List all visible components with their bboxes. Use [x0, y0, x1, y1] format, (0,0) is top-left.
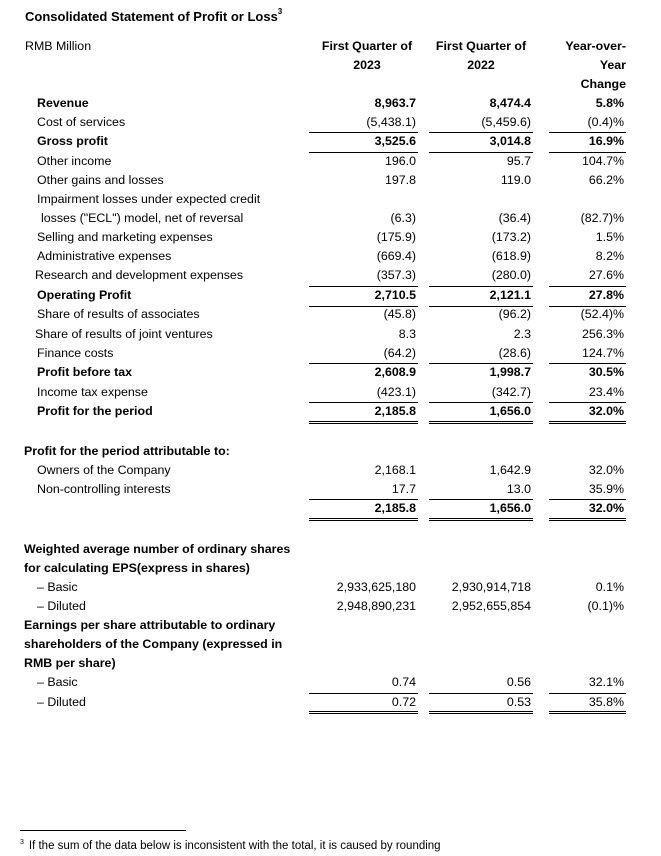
unit-label: RMB Million [25, 39, 92, 53]
row-label: Finance costs [37, 346, 114, 360]
value-2022: 2,952,655,854 [451, 599, 531, 613]
value-2023: 8.3 [398, 327, 416, 341]
col-header-yoy [552, 37, 626, 94]
value-2022: 2,930,914,718 [451, 580, 531, 594]
shares-heading-line1: Weighted average number of ordinary shares [24, 542, 291, 556]
value-yoy: (52.4)% [580, 307, 624, 321]
row-label: Gross profit [37, 134, 108, 148]
footnote-number: 3 [20, 839, 24, 846]
rule-top [309, 286, 418, 287]
value-2022: (28.6) [498, 346, 531, 360]
row-label: Impairment losses under expected credit [37, 192, 261, 206]
col-header-2023-line2: 2023 [353, 58, 381, 72]
value-yoy: 16.9% [588, 134, 624, 148]
value-2023: (6.3) [390, 211, 416, 225]
row-label: Administrative expenses [37, 249, 172, 263]
col-header-2022-line2: 2022 [467, 58, 495, 72]
attrib-row-label: Non-controlling interests [37, 482, 171, 496]
rule-bottom [429, 421, 533, 422]
rule-bottom [549, 518, 626, 519]
eps-row-label: – Diluted [37, 695, 86, 709]
value-2022: (280.0) [491, 268, 531, 282]
row-label: Other gains and losses [37, 173, 164, 187]
value-2022: 13.0 [506, 482, 531, 496]
row-label: Revenue [37, 96, 89, 110]
value-2023: 2,948,890,231 [336, 599, 416, 613]
rule-bottom-double [309, 520, 418, 521]
footnote-text: If the sum of the data below is inconsistent with the total, it is caused by rounding [28, 840, 441, 852]
col-header-yoy-line3: Change [580, 77, 626, 91]
row-label: Research and development expenses [35, 268, 244, 282]
value-yoy: (82.7)% [580, 211, 624, 225]
value-yoy: 8.2% [595, 249, 624, 263]
rule-top [429, 132, 533, 133]
value-2023: 8,963.7 [374, 96, 416, 110]
value-yoy: 23.4% [588, 385, 624, 399]
value-2022: 1,998.7 [489, 365, 531, 379]
value-2023: 196.0 [384, 154, 416, 168]
value-2022: 119.0 [500, 173, 531, 187]
value-2022: 1,656.0 [489, 501, 531, 515]
page-title [25, 9, 282, 24]
value-yoy: 32.1% [588, 675, 624, 689]
value-2023: 0.74 [391, 675, 416, 689]
value-2022: (96.2) [498, 307, 531, 321]
value-2023: 0.72 [391, 695, 416, 709]
rule-top [309, 363, 418, 364]
shares-row-label: – Basic [37, 580, 78, 594]
value-2022: (342.7) [491, 385, 531, 399]
value-2023: 2,168.1 [374, 463, 416, 477]
shares-row-label: – Diluted [37, 599, 86, 613]
rule-top [549, 402, 626, 403]
value-2023: 2,185.8 [374, 501, 416, 515]
value-yoy: (0.4)% [587, 115, 624, 129]
row-label: Operating Profit [37, 288, 132, 302]
rule-bottom [549, 152, 626, 153]
value-2022: 0.56 [506, 675, 531, 689]
rule-bottom [429, 711, 533, 712]
col-header-yoy-line1: Year-over- [565, 39, 626, 53]
row-label: Selling and marketing expenses [37, 230, 213, 244]
eps-heading-line1: Earnings per share attributable to ordinary [24, 618, 276, 632]
value-2022: 8,474.4 [489, 96, 531, 110]
shares-heading-line2: for calculating EPS(express in shares) [24, 561, 250, 575]
row-label: Profit for the period [37, 404, 153, 418]
rule-bottom-double [549, 423, 626, 424]
value-2022: (5,459.6) [481, 115, 531, 129]
value-2022: 2,121.1 [489, 288, 531, 302]
rule-top [429, 693, 533, 694]
value-yoy: 35.9% [588, 482, 624, 496]
value-2022: 2.3 [513, 327, 531, 341]
value-2023: (64.2) [383, 346, 416, 360]
value-2023: (5,438.1) [366, 115, 416, 129]
eps-heading-line2: shareholders of the Company (expressed in [24, 637, 283, 651]
rule-top [549, 132, 626, 133]
rule-bottom-double [309, 423, 418, 424]
value-2023: 197.8 [384, 173, 416, 187]
value-2022: 1,656.0 [489, 404, 531, 418]
rule-top [549, 286, 626, 287]
value-2023: 3,525.6 [374, 134, 416, 148]
value-2023: 17.7 [391, 482, 416, 496]
value-yoy: 256.3% [581, 327, 624, 341]
rule-bottom [549, 306, 626, 307]
value-yoy: 104.7% [581, 154, 624, 168]
rule-bottom [549, 421, 626, 422]
value-yoy: 124.7% [581, 346, 624, 360]
rule-top [549, 363, 626, 364]
value-2023: (45.8) [383, 307, 416, 321]
value-yoy: 30.5% [588, 365, 624, 379]
rule-top [429, 402, 533, 403]
eps-heading-line3: RMB per share) [24, 656, 116, 670]
rule-bottom-double [549, 713, 626, 714]
attrib-row-label: Owners of the Company [37, 463, 171, 477]
footnote-ref: 3 [277, 7, 283, 16]
rule-bottom [309, 152, 418, 153]
value-2023: 2,710.5 [374, 288, 416, 302]
rule-top [549, 693, 626, 694]
value-2022: (173.2) [491, 230, 531, 244]
value-yoy: 27.6% [588, 268, 624, 282]
value-2023: 2,608.9 [374, 365, 416, 379]
rule-bottom [309, 306, 418, 307]
rule-bottom-double [429, 423, 533, 424]
value-yoy: 35.8% [588, 695, 624, 709]
rule-top [429, 363, 533, 364]
value-yoy: 1.5% [595, 230, 624, 244]
value-yoy: 32.0% [588, 404, 624, 418]
value-2022: 0.53 [506, 695, 531, 709]
rule-bottom-double [549, 520, 626, 521]
value-yoy: 0.1% [595, 580, 624, 594]
rule-bottom [429, 152, 533, 153]
value-2023: (669.4) [376, 249, 416, 263]
rule-bottom [309, 518, 418, 519]
value-yoy: 66.2% [588, 173, 624, 187]
col-header-yoy-line2: Year [599, 58, 626, 72]
rule-top [549, 499, 626, 500]
value-2022: 3,014.8 [489, 134, 531, 148]
eps-row-label: – Basic [37, 675, 78, 689]
row-label: Profit before tax [37, 365, 133, 379]
rule-bottom [309, 711, 418, 712]
rule-bottom [429, 518, 533, 519]
value-2022: (618.9) [491, 249, 531, 263]
value-yoy: (0.1)% [587, 599, 624, 613]
col-header-2023 [315, 37, 419, 75]
rule-top [429, 499, 533, 500]
value-2023: (423.1) [376, 385, 416, 399]
value-yoy: 27.8% [588, 288, 624, 302]
row-label: Income tax expense [37, 385, 148, 399]
row-label: Share of results of associates [37, 307, 200, 321]
row-label: Other income [37, 154, 112, 168]
rule-top [309, 132, 418, 133]
rule-bottom-double [309, 713, 418, 714]
value-2023: 2,933,625,180 [336, 580, 416, 594]
value-2022: 95.7 [506, 154, 531, 168]
value-2023: 2,185.8 [374, 404, 416, 418]
rule-bottom [309, 421, 418, 422]
rule-bottom [549, 711, 626, 712]
rule-bottom-double [429, 713, 533, 714]
rule-top [309, 402, 418, 403]
row-label: Cost of services [37, 115, 126, 129]
value-yoy: 32.0% [588, 501, 624, 515]
footnote [20, 840, 441, 852]
col-header-2022-line1: First Quarter of [435, 39, 527, 53]
value-2023: (175.9) [376, 230, 416, 244]
title-text: Consolidated Statement of Profit or Loss [25, 9, 278, 24]
footnote-divider [20, 830, 186, 831]
attrib-heading: Profit for the period attributable to: [24, 444, 230, 458]
col-header-2022 [429, 37, 533, 75]
row-label: losses ("ECL") model, net of reversal [41, 211, 244, 225]
col-header-2023-line1: First Quarter of [321, 39, 413, 53]
value-yoy: 32.0% [588, 463, 624, 477]
rule-top [309, 693, 418, 694]
value-2023: (357.3) [376, 268, 416, 282]
rule-top [309, 499, 418, 500]
row-label: Share of results of joint ventures [35, 327, 213, 341]
rule-top [429, 286, 533, 287]
rule-bottom-double [429, 520, 533, 521]
value-2022: 1,642.9 [489, 463, 531, 477]
value-2022: (36.4) [498, 211, 531, 225]
rule-bottom [429, 306, 533, 307]
value-yoy: 5.8% [595, 96, 624, 110]
